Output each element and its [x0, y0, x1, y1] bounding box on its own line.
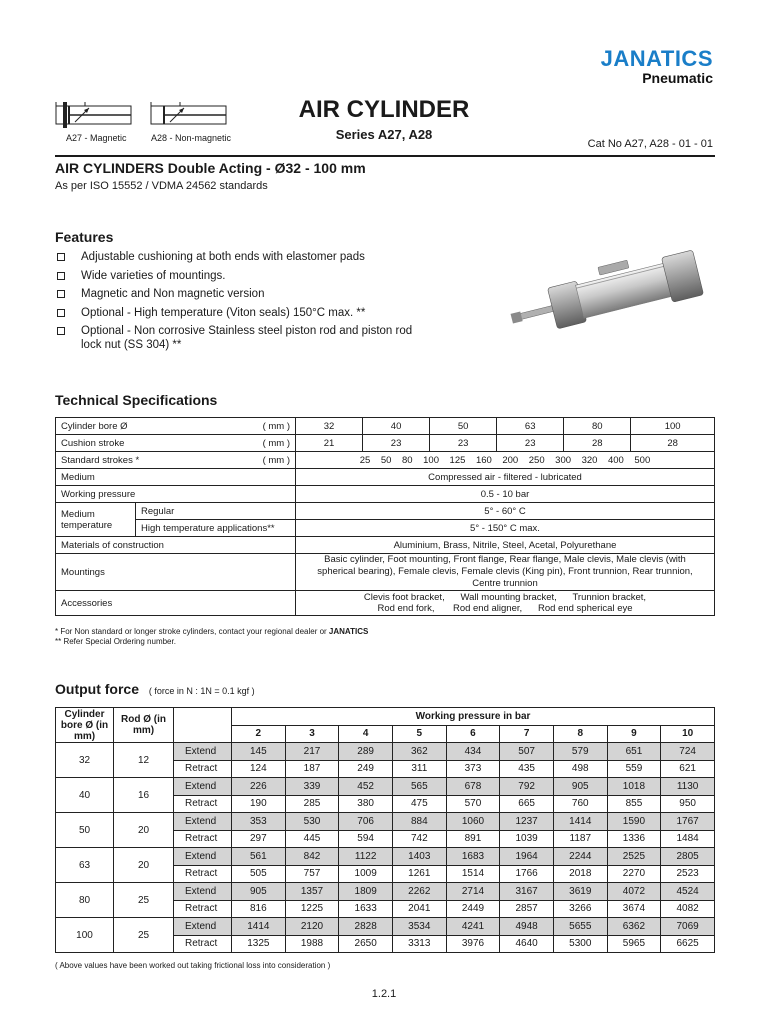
pressure-header: 5: [392, 725, 446, 743]
table-row: [56, 503, 715, 520]
force-value-cell: 742: [392, 830, 446, 848]
force-value-cell: 1130: [661, 778, 715, 796]
force-value-cell: 678: [446, 778, 500, 796]
checkbox-bullet-icon: [57, 290, 65, 298]
table-cell: 40: [363, 418, 430, 435]
table-row: [56, 743, 715, 761]
force-value-cell: 2244: [553, 848, 607, 866]
table-cell: 50: [430, 418, 497, 435]
non-magnetic-caption: A28 - Non-magnetic: [151, 133, 232, 143]
output-force-heading: Output force ( force in N : 1N = 0.1 kgf ): [55, 681, 255, 697]
feature-item: Adjustable cushioning at both ends with elastomer pads: [55, 250, 415, 264]
bore-cell: 32: [56, 743, 114, 778]
force-value-cell: 1414: [232, 918, 286, 936]
table-cell: Medium: [56, 469, 296, 486]
force-value-cell: 498: [553, 760, 607, 778]
table-cell: 25 50 80 100 125 160 200 250 300 320 400 500: [296, 452, 715, 469]
force-value-cell: 1414: [553, 813, 607, 831]
checkbox-bullet-icon: [57, 309, 65, 317]
force-value-cell: 3674: [607, 900, 661, 918]
force-value-cell: 1633: [339, 900, 393, 918]
retract-label: Retract: [174, 795, 232, 813]
force-value-cell: 434: [446, 743, 500, 761]
page-title: AIR CYLINDER: [298, 96, 470, 123]
force-value-cell: 4241: [446, 918, 500, 936]
bore-cell: 50: [56, 813, 114, 848]
force-value-cell: 1122: [339, 848, 393, 866]
pressure-header: 6: [446, 725, 500, 743]
force-value-cell: 950: [661, 795, 715, 813]
extend-label: Extend: [174, 848, 232, 866]
table-row: [56, 435, 715, 452]
force-value-cell: 3167: [500, 883, 554, 901]
table-row: [56, 883, 715, 901]
table-row: [56, 708, 715, 726]
feature-item: Wide varieties of mountings.: [55, 269, 415, 283]
force-value-cell: 1018: [607, 778, 661, 796]
retract-label: Retract: [174, 935, 232, 953]
bore-cell: 100: [56, 918, 114, 953]
force-footnote: ( Above values have been worked out taking frictional loss into consideration ): [55, 961, 331, 970]
force-value-cell: 570: [446, 795, 500, 813]
force-value-cell: 1225: [285, 900, 339, 918]
force-value-cell: 380: [339, 795, 393, 813]
force-value-cell: 891: [446, 830, 500, 848]
table-cell: 28: [631, 435, 715, 452]
table-row: [56, 778, 715, 796]
force-value-cell: 4948: [500, 918, 554, 936]
pressure-header: 2: [232, 725, 286, 743]
force-value-cell: 816: [232, 900, 286, 918]
table-cell: 5° - 150° C max.: [296, 520, 715, 537]
table-cell: Regular: [136, 503, 296, 520]
table-row: [56, 537, 715, 554]
pressure-header: 8: [553, 725, 607, 743]
table-cell: Aluminium, Brass, Nitrile, Steel, Acetal, Polyurethane: [296, 537, 715, 554]
force-value-cell: 4640: [500, 935, 554, 953]
retract-label: Retract: [174, 830, 232, 848]
features-list: [55, 250, 415, 357]
table-row: [56, 469, 715, 486]
table-row: [56, 452, 715, 469]
column-header: Rod Ø (in mm): [114, 708, 174, 743]
table-cell: Medium temperature: [56, 503, 136, 537]
table-cell: Materials of construction: [56, 537, 296, 554]
force-value-cell: 226: [232, 778, 286, 796]
force-value-cell: 353: [232, 813, 286, 831]
force-value-cell: 1187: [553, 830, 607, 848]
force-value-cell: 1766: [500, 865, 554, 883]
extend-label: Extend: [174, 778, 232, 796]
bore-cell: 40: [56, 778, 114, 813]
force-value-cell: 6625: [661, 935, 715, 953]
force-value-cell: 1357: [285, 883, 339, 901]
force-value-cell: 651: [607, 743, 661, 761]
table-row: [56, 848, 715, 866]
force-value-cell: 2523: [661, 865, 715, 883]
force-value-cell: 3976: [446, 935, 500, 953]
table-cell: 5° - 60° C: [296, 503, 715, 520]
retract-label: Retract: [174, 865, 232, 883]
magnetic-caption: A27 - Magnetic: [66, 133, 127, 143]
retract-label: Retract: [174, 900, 232, 918]
force-value-cell: 757: [285, 865, 339, 883]
table-cell: 28: [564, 435, 631, 452]
force-value-cell: 905: [553, 778, 607, 796]
force-value-cell: 475: [392, 795, 446, 813]
force-value-cell: 4072: [607, 883, 661, 901]
cushion-label-cell: Cushion stroke ( mm ): [56, 435, 296, 452]
table-row: [56, 554, 715, 591]
force-value-cell: 621: [661, 760, 715, 778]
header-divider: [55, 155, 715, 157]
bore-cell: 63: [56, 848, 114, 883]
checkbox-bullet-icon: [57, 253, 65, 261]
force-value-cell: 1683: [446, 848, 500, 866]
standards-text: As per ISO 15552 / VDMA 24562 standards: [55, 180, 268, 192]
force-value-cell: 4082: [661, 900, 715, 918]
force-value-cell: 792: [500, 778, 554, 796]
product-heading: AIR CYLINDERS Double Acting - Ø32 - 100 mm: [55, 160, 366, 176]
force-value-cell: 2018: [553, 865, 607, 883]
force-value-cell: 297: [232, 830, 286, 848]
force-value-cell: 2270: [607, 865, 661, 883]
force-value-cell: 724: [661, 743, 715, 761]
extend-label: Extend: [174, 813, 232, 831]
force-value-cell: 145: [232, 743, 286, 761]
column-header: Working pressure in bar: [232, 708, 715, 726]
pressure-header: 4: [339, 725, 393, 743]
force-value-cell: 760: [553, 795, 607, 813]
footnote-stroke: * For Non standard or longer stroke cylinders, contact your regional dealer or JANATICS: [55, 627, 369, 636]
table-row: [56, 486, 715, 503]
force-value-cell: 855: [607, 795, 661, 813]
brand-name: JANATICS: [600, 46, 713, 71]
force-value-cell: 4524: [661, 883, 715, 901]
force-value-cell: 2525: [607, 848, 661, 866]
output-force-table: [55, 707, 715, 953]
force-value-cell: 2120: [285, 918, 339, 936]
table-row: [56, 418, 715, 435]
rod-cell: 20: [114, 813, 174, 848]
table-cell: Basic cylinder, Foot mounting, Front flange, Rear flange, Male clevis, Male clevis (with spherical bearing), Female clevis, Female clevis (King pin), Front trunnion, Rear trunnion, Centre trunnion: [296, 554, 715, 591]
footnote-special-order: ** Refer Special Ordering number.: [55, 637, 176, 646]
strokes-label-cell: Standard strokes * ( mm ): [56, 452, 296, 469]
air-cylinder-product-image: [505, 235, 715, 340]
force-value-cell: 1009: [339, 865, 393, 883]
force-value-cell: 124: [232, 760, 286, 778]
force-value-cell: 2714: [446, 883, 500, 901]
force-value-cell: 1039: [500, 830, 554, 848]
table-cell: 32: [296, 418, 363, 435]
force-value-cell: 2805: [661, 848, 715, 866]
table-cell: Accessories: [56, 591, 296, 616]
table-cell: Working pressure: [56, 486, 296, 503]
extend-label: Extend: [174, 883, 232, 901]
table-cell: 23: [497, 435, 564, 452]
force-value-cell: 445: [285, 830, 339, 848]
force-value-cell: 565: [392, 778, 446, 796]
force-value-cell: 3313: [392, 935, 446, 953]
table-cell: 80: [564, 418, 631, 435]
retract-label: Retract: [174, 760, 232, 778]
force-value-cell: 1988: [285, 935, 339, 953]
force-value-cell: 706: [339, 813, 393, 831]
feature-item: Magnetic and Non magnetic version: [55, 287, 415, 301]
force-value-cell: 842: [285, 848, 339, 866]
force-value-cell: 2857: [500, 900, 554, 918]
force-value-cell: 530: [285, 813, 339, 831]
force-value-cell: 7069: [661, 918, 715, 936]
force-value-cell: 249: [339, 760, 393, 778]
feature-item: Optional - High temperature (Viton seals) 150°C max. **: [55, 306, 415, 320]
pressure-header: 7: [500, 725, 554, 743]
force-value-cell: 884: [392, 813, 446, 831]
table-cell: High temperature applications**: [136, 520, 296, 537]
force-value-cell: 665: [500, 795, 554, 813]
force-value-cell: 561: [232, 848, 286, 866]
series-label: Series A27, A28: [335, 127, 433, 142]
extend-label: Extend: [174, 743, 232, 761]
force-value-cell: 1767: [661, 813, 715, 831]
table-cell: 21: [296, 435, 363, 452]
force-value-cell: 1590: [607, 813, 661, 831]
force-value-cell: 289: [339, 743, 393, 761]
pressure-header: 3: [285, 725, 339, 743]
accessories-cell: Clevis foot bracket, Wall mounting bracket, Trunnion bracket, Rod end fork, Rod end aligner, Rod end spherical eye: [296, 591, 715, 616]
table-row: [56, 591, 715, 616]
force-value-cell: 217: [285, 743, 339, 761]
force-value-cell: 6362: [607, 918, 661, 936]
table-cell: 23: [430, 435, 497, 452]
force-value-cell: 2262: [392, 883, 446, 901]
brand-subtitle: Pneumatic: [642, 70, 713, 86]
table-cell: 23: [363, 435, 430, 452]
rod-cell: 25: [114, 883, 174, 918]
force-value-cell: 1325: [232, 935, 286, 953]
force-value-cell: 1809: [339, 883, 393, 901]
force-value-cell: 190: [232, 795, 286, 813]
table-cell: 100: [631, 418, 715, 435]
force-value-cell: 1484: [661, 830, 715, 848]
brand-logo: [601, 48, 713, 86]
force-value-cell: 2041: [392, 900, 446, 918]
force-value-cell: 285: [285, 795, 339, 813]
force-value-cell: 3619: [553, 883, 607, 901]
force-value-cell: 1403: [392, 848, 446, 866]
force-value-cell: 1336: [607, 830, 661, 848]
force-value-cell: 2828: [339, 918, 393, 936]
force-value-cell: 2449: [446, 900, 500, 918]
force-value-cell: 594: [339, 830, 393, 848]
column-header: Cylinder bore Ø (in mm): [56, 708, 114, 743]
column-header: [174, 708, 232, 743]
rod-cell: 25: [114, 918, 174, 953]
force-value-cell: 339: [285, 778, 339, 796]
feature-item: Optional - Non corrosive Stainless steel piston rod and piston rod lock nut (SS 304) **: [55, 324, 415, 352]
force-value-cell: 5655: [553, 918, 607, 936]
force-value-cell: 1261: [392, 865, 446, 883]
force-value-cell: 435: [500, 760, 554, 778]
force-value-cell: 452: [339, 778, 393, 796]
extend-label: Extend: [174, 918, 232, 936]
table-cell: 63: [497, 418, 564, 435]
tech-spec-table: [55, 417, 715, 616]
force-value-cell: 505: [232, 865, 286, 883]
force-value-cell: 579: [553, 743, 607, 761]
table-cell: Mountings: [56, 554, 296, 591]
force-value-cell: 559: [607, 760, 661, 778]
page-number: 1.2.1: [371, 988, 397, 1000]
force-value-cell: 373: [446, 760, 500, 778]
tech-spec-heading: Technical Specifications: [55, 392, 218, 408]
force-value-cell: 362: [392, 743, 446, 761]
force-value-cell: 2650: [339, 935, 393, 953]
force-value-cell: 905: [232, 883, 286, 901]
force-value-cell: 5300: [553, 935, 607, 953]
checkbox-bullet-icon: [57, 327, 65, 335]
force-value-cell: 3534: [392, 918, 446, 936]
table-cell: 0.5 - 10 bar: [296, 486, 715, 503]
rod-cell: 20: [114, 848, 174, 883]
force-value-cell: 5965: [607, 935, 661, 953]
force-value-cell: 1964: [500, 848, 554, 866]
bore-label-cell: Cylinder bore Ø ( mm ): [56, 418, 296, 435]
force-value-cell: 311: [392, 760, 446, 778]
force-value-cell: 3266: [553, 900, 607, 918]
table-row: [56, 918, 715, 936]
force-value-cell: 1514: [446, 865, 500, 883]
features-heading: Features: [55, 229, 114, 245]
rod-cell: 12: [114, 743, 174, 778]
force-value-cell: 507: [500, 743, 554, 761]
bore-cell: 80: [56, 883, 114, 918]
catalog-number: Cat No A27, A28 - 01 - 01: [587, 138, 713, 150]
force-value-cell: 1060: [446, 813, 500, 831]
rod-cell: 16: [114, 778, 174, 813]
pressure-header: 10: [661, 725, 715, 743]
table-cell: Compressed air - filtered - lubricated: [296, 469, 715, 486]
table-row: [56, 813, 715, 831]
force-value-cell: 1237: [500, 813, 554, 831]
checkbox-bullet-icon: [57, 272, 65, 280]
force-value-cell: 187: [285, 760, 339, 778]
table-row: [56, 520, 715, 537]
pressure-header: 9: [607, 725, 661, 743]
